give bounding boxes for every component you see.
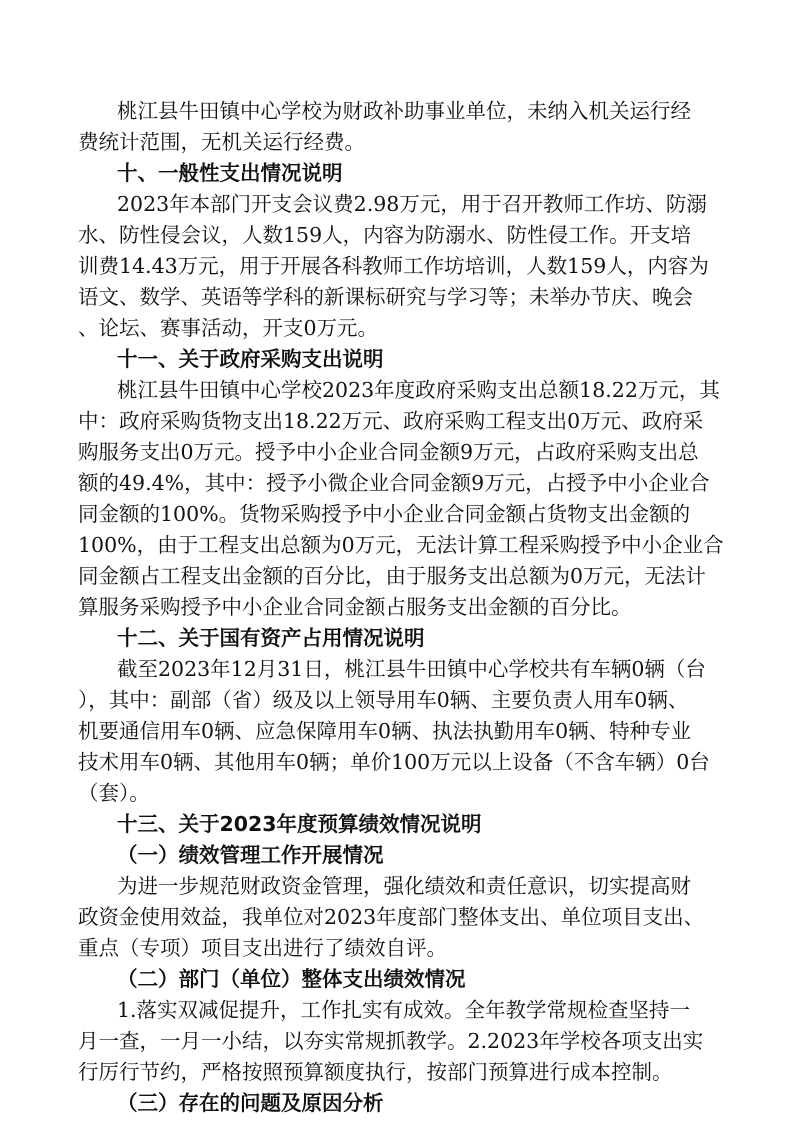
section-heading-11: 十一、关于政府采购支出说明 — [117, 347, 384, 371]
para-line: 2023年本部门开支会议费2.98万元，用于召开教师工作坊、防溺 — [117, 192, 707, 216]
para-line: 行厉行节约，严格按照预算额度执行，按部门预算进行成本控制。 — [78, 1060, 673, 1084]
section-heading-10: 十、一般性支出情况说明 — [117, 161, 343, 185]
para-line: 100%，由于工程支出总额为0万元，无法计算工程采购授予中小企业合 — [78, 533, 724, 557]
para-line: 重点（专项）项目支出进行了绩效自评。 — [78, 936, 447, 960]
para-line: 水、防性侵会议，人数159人，内容为防溺水、防性侵工作。开支培 — [78, 223, 692, 247]
para-line: 中：政府采购货物支出18.22万元、政府采购工程支出0万元、政府采 — [78, 409, 704, 433]
para-line: 技术用车0辆、其他用车0辆；单价100万元以上设备（不含车辆）0台 — [78, 750, 710, 774]
para-line: 机要通信用车0辆、应急保障用车0辆、执法执勤用车0辆、特种专业 — [78, 719, 692, 743]
para-line: 同金额的100%。货物采购授予中小企业合同金额占货物支出金额的 — [78, 502, 691, 526]
para-line: 训费14.43万元，用于开展各科教师工作坊培训，人数159人，内容为 — [78, 254, 709, 278]
para-line: ），其中：副部（省）级及以上领导用车0辆、主要负责人用车0辆、 — [78, 688, 689, 712]
para-line: 语文、数学、英语等学科的新课标研究与学习等；未举办节庆、晚会 — [78, 285, 693, 309]
section-heading-12: 十二、关于国有资产占用情况说明 — [117, 626, 425, 650]
para-line: 算服务采购授予中小企业合同金额占服务支出金额的百分比。 — [78, 595, 632, 619]
para-line: 费统计范围，无机关运行经费。 — [78, 130, 365, 154]
subsection-heading-2: （二）部门（单位）整体支出绩效情况 — [117, 967, 466, 991]
para-line: 截至2023年12月31日，桃江县牛田镇中心学校共有车辆0辆（台 — [117, 657, 706, 681]
para-line: 1.落实双减促提升，工作扎实有成效。全年教学常规检查坚持一 — [117, 998, 691, 1022]
para-line: 月一查，一月一小结，以夯实常规抓教学。2.2023年学校各项支出实 — [78, 1029, 704, 1053]
subsection-heading-1: （一）绩效管理工作开展情况 — [117, 843, 384, 867]
para-line: 为进一步规范财政资金管理，强化绩效和责任意识，切实提高财 — [117, 874, 691, 898]
para-line: 政资金使用效益，我单位对2023年度部门整体支出、单位项目支出、 — [78, 905, 705, 929]
para-line: 额的49.4%，其中：授予小微企业合同金额9万元，占授予中小企业合 — [78, 471, 710, 495]
section-heading-13: 十三、关于2023年度预算绩效情况说明 — [117, 812, 482, 836]
para-line: 桃江县牛田镇中心学校为财政补助事业单位，未纳入机关运行经 — [117, 99, 691, 123]
para-line: 购服务支出0万元。授予中小企业合同金额9万元，占政府采购支出总 — [78, 440, 699, 464]
para-line: （套）。 — [78, 781, 150, 805]
para-line: 同金额占工程支出金额的百分比，由于服务支出总额为0万元，无法计 — [78, 564, 707, 588]
subsection-heading-3: （三）存在的问题及原因分析 — [117, 1091, 384, 1115]
para-line: 、论坛、赛事活动，开支0万元。 — [78, 316, 379, 340]
para-line: 桃江县牛田镇中心学校2023年度政府采购支出总额18.22万元，其 — [117, 378, 720, 402]
